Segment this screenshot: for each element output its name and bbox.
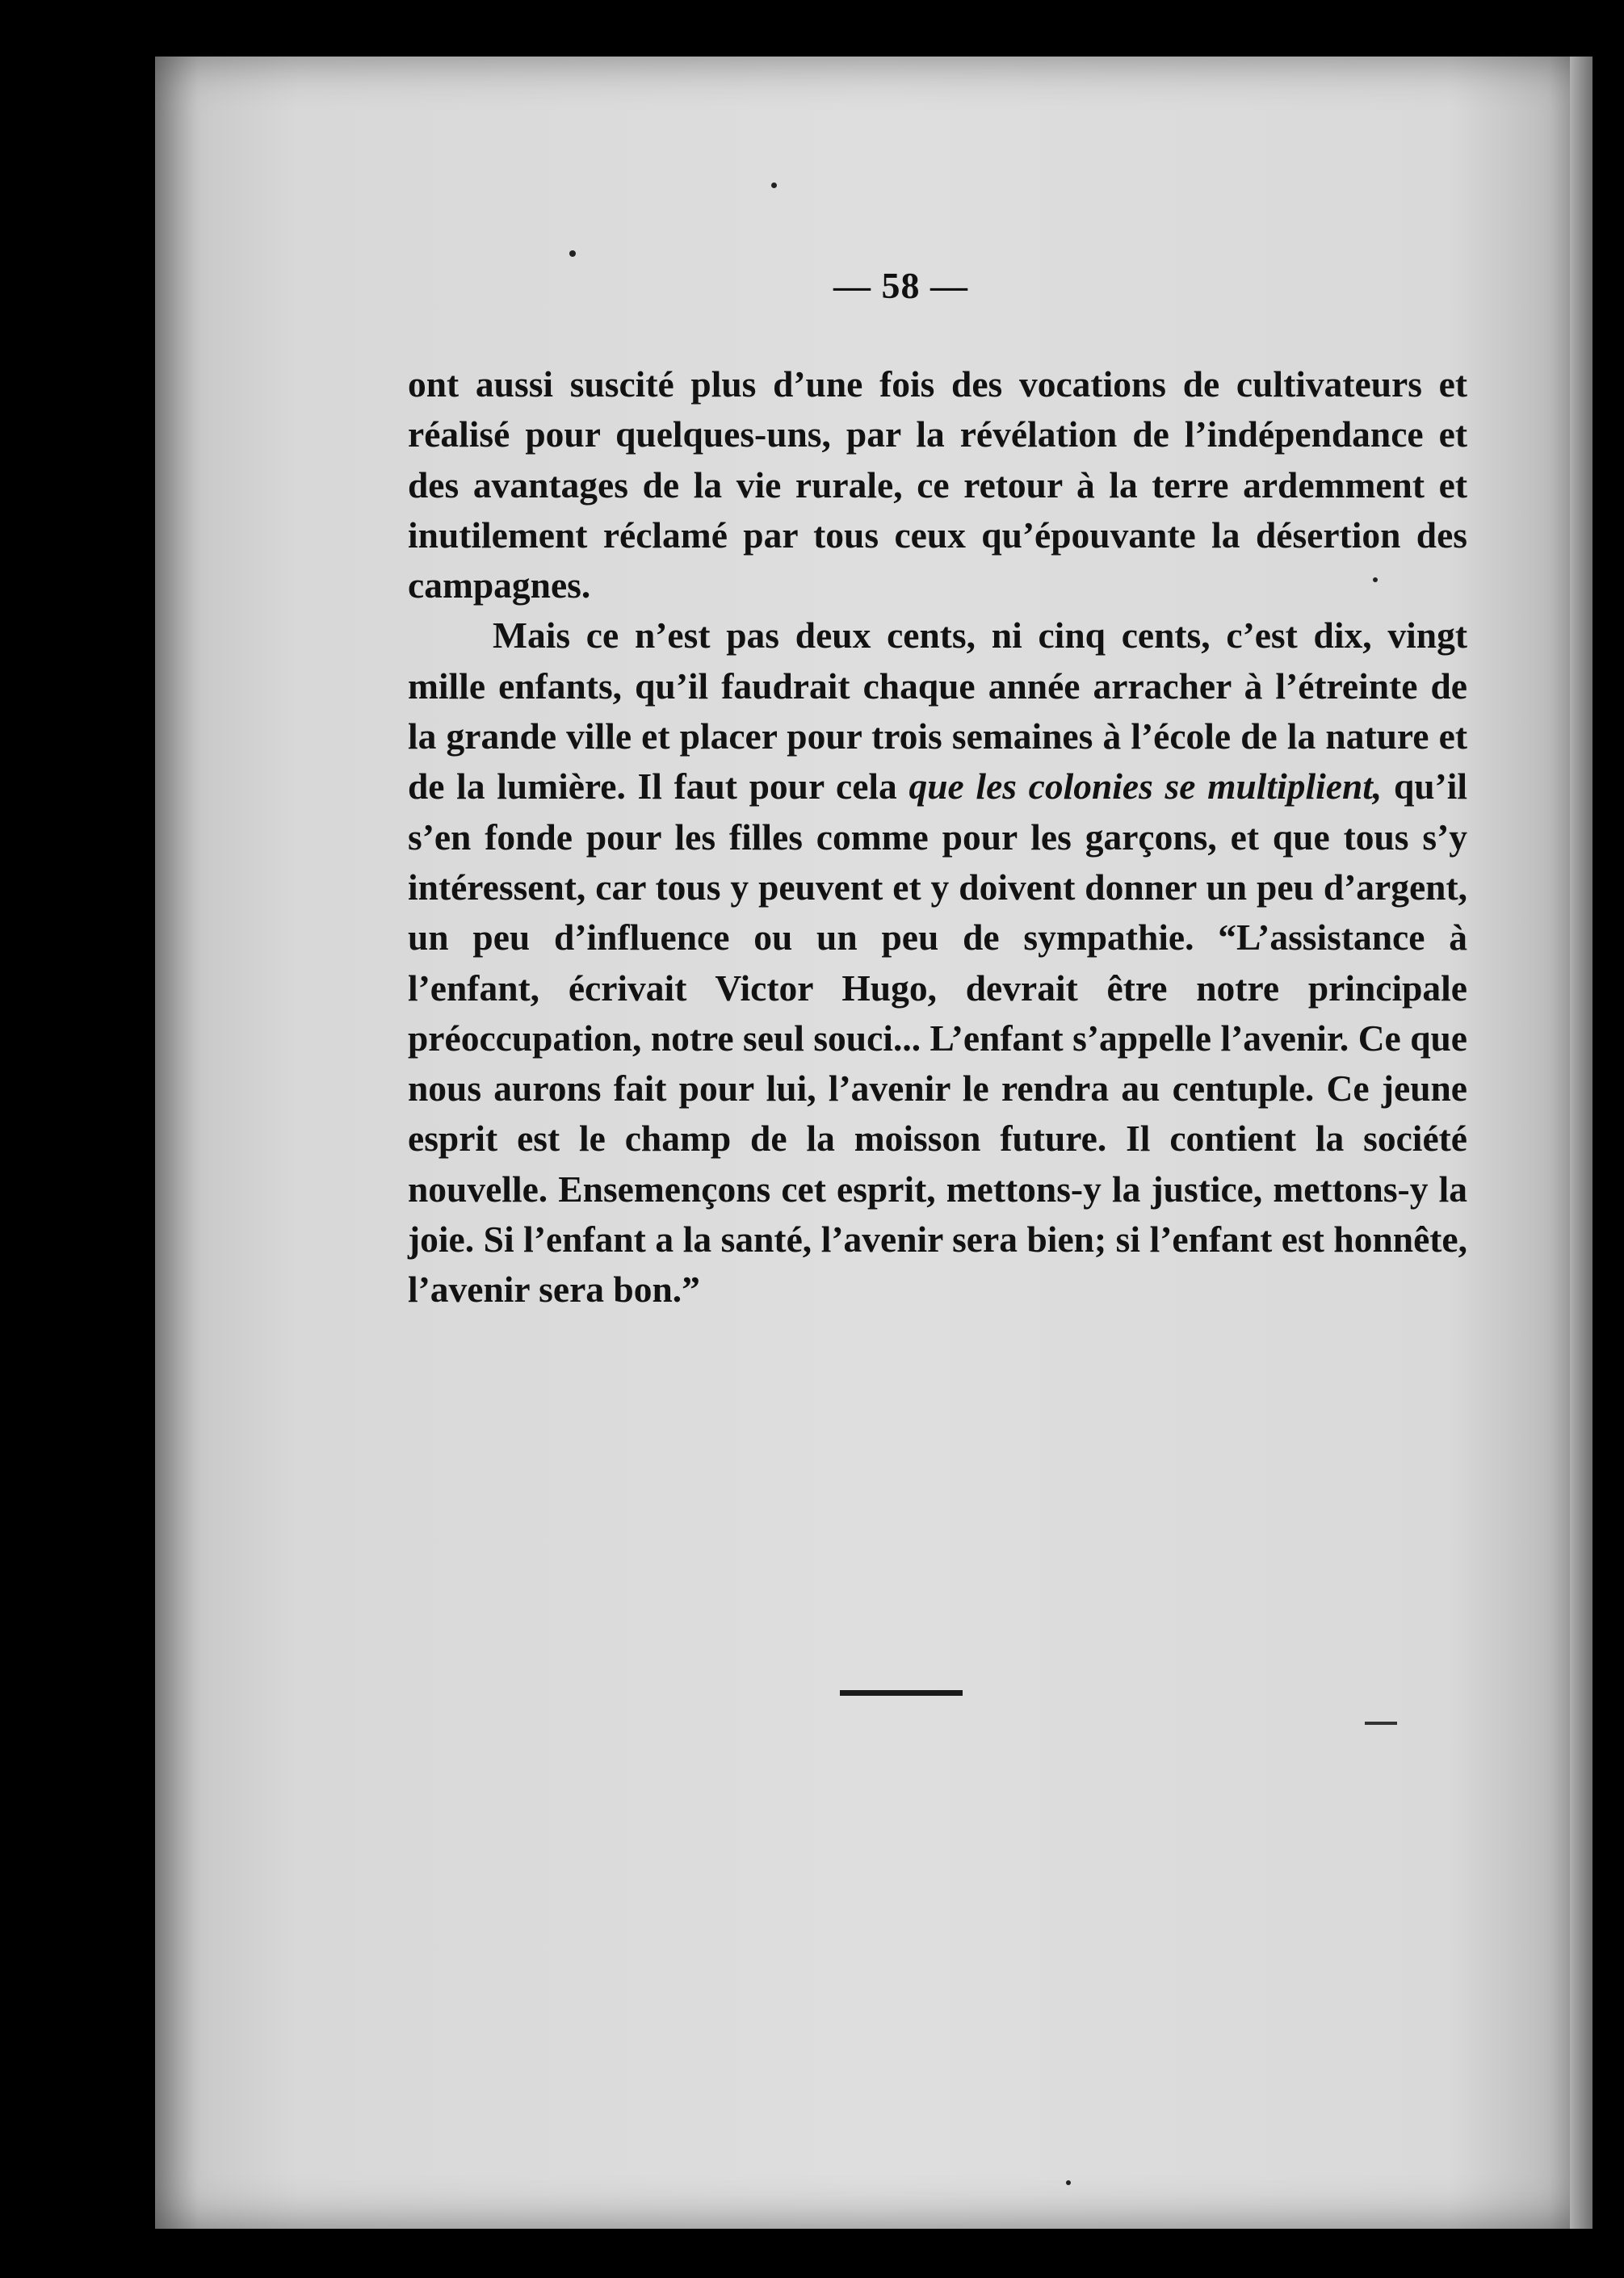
- scan-speck: [771, 182, 777, 188]
- paragraph-2-text-b: qu’il s’en fonde pour les filles comme pour les garçons, et que tous s’y intéressent, car tous y peuvent et y doivent donner un peu d’argent, un peu d’influence ou un peu de sympathie. “L’assistance à l’enfant, écrivait Victor Hugo, devrait être notre principale préoccupation, notre seul souci... L’enfant s’appelle l’avenir. Ce que nous aurons fait pour lui, l’avenir le rendra au centuple. Ce jeune esprit est le champ de la moisson future. Il contient la société nouvelle. Ensemençons cet esprit, mettons-y la justice, mettons-y la joie. Si l’enfant a la santé, l’avenir sera bien; si l’enfant est honnête, l’avenir sera bon.”: [408, 766, 1467, 1311]
- paragraph-1-text: ont aussi suscité plus d’une fois des vocations de cultivateurs et réalisé pour quelques-uns, par la révélation de l’indépendance et des avantages de la vie rurale, ce retour à la terre ardemment et inutilement réclamé par tous ceux qu’épouvante la désertion des campagnes.: [408, 363, 1467, 606]
- scan-mark: [1365, 1722, 1397, 1725]
- scan-speck: [1373, 577, 1378, 582]
- page-number: — 58 —: [833, 265, 968, 306]
- paragraph-1: [408, 359, 1467, 610]
- body-text: [408, 359, 1467, 1315]
- page-edge-shadow: [1570, 57, 1593, 2229]
- paragraph-2-italic-phrase: que les colonies se multiplient,: [909, 766, 1383, 808]
- scan-speck: [569, 250, 576, 257]
- end-of-chapter-rule: [840, 1690, 963, 1696]
- paragraph-2-text-a: Mais ce n’est pas deux cents, ni cinq cents, c’est dix, vingt mille enfants, qu’il faudrait chaque année arracher à l’étreinte de la grande ville et placer pour trois semaines à l’école de la nature et de la lumière. Il faut pour cela: [408, 615, 1467, 808]
- paragraph-2: [408, 610, 1467, 1315]
- scan-speck: [1066, 2180, 1071, 2185]
